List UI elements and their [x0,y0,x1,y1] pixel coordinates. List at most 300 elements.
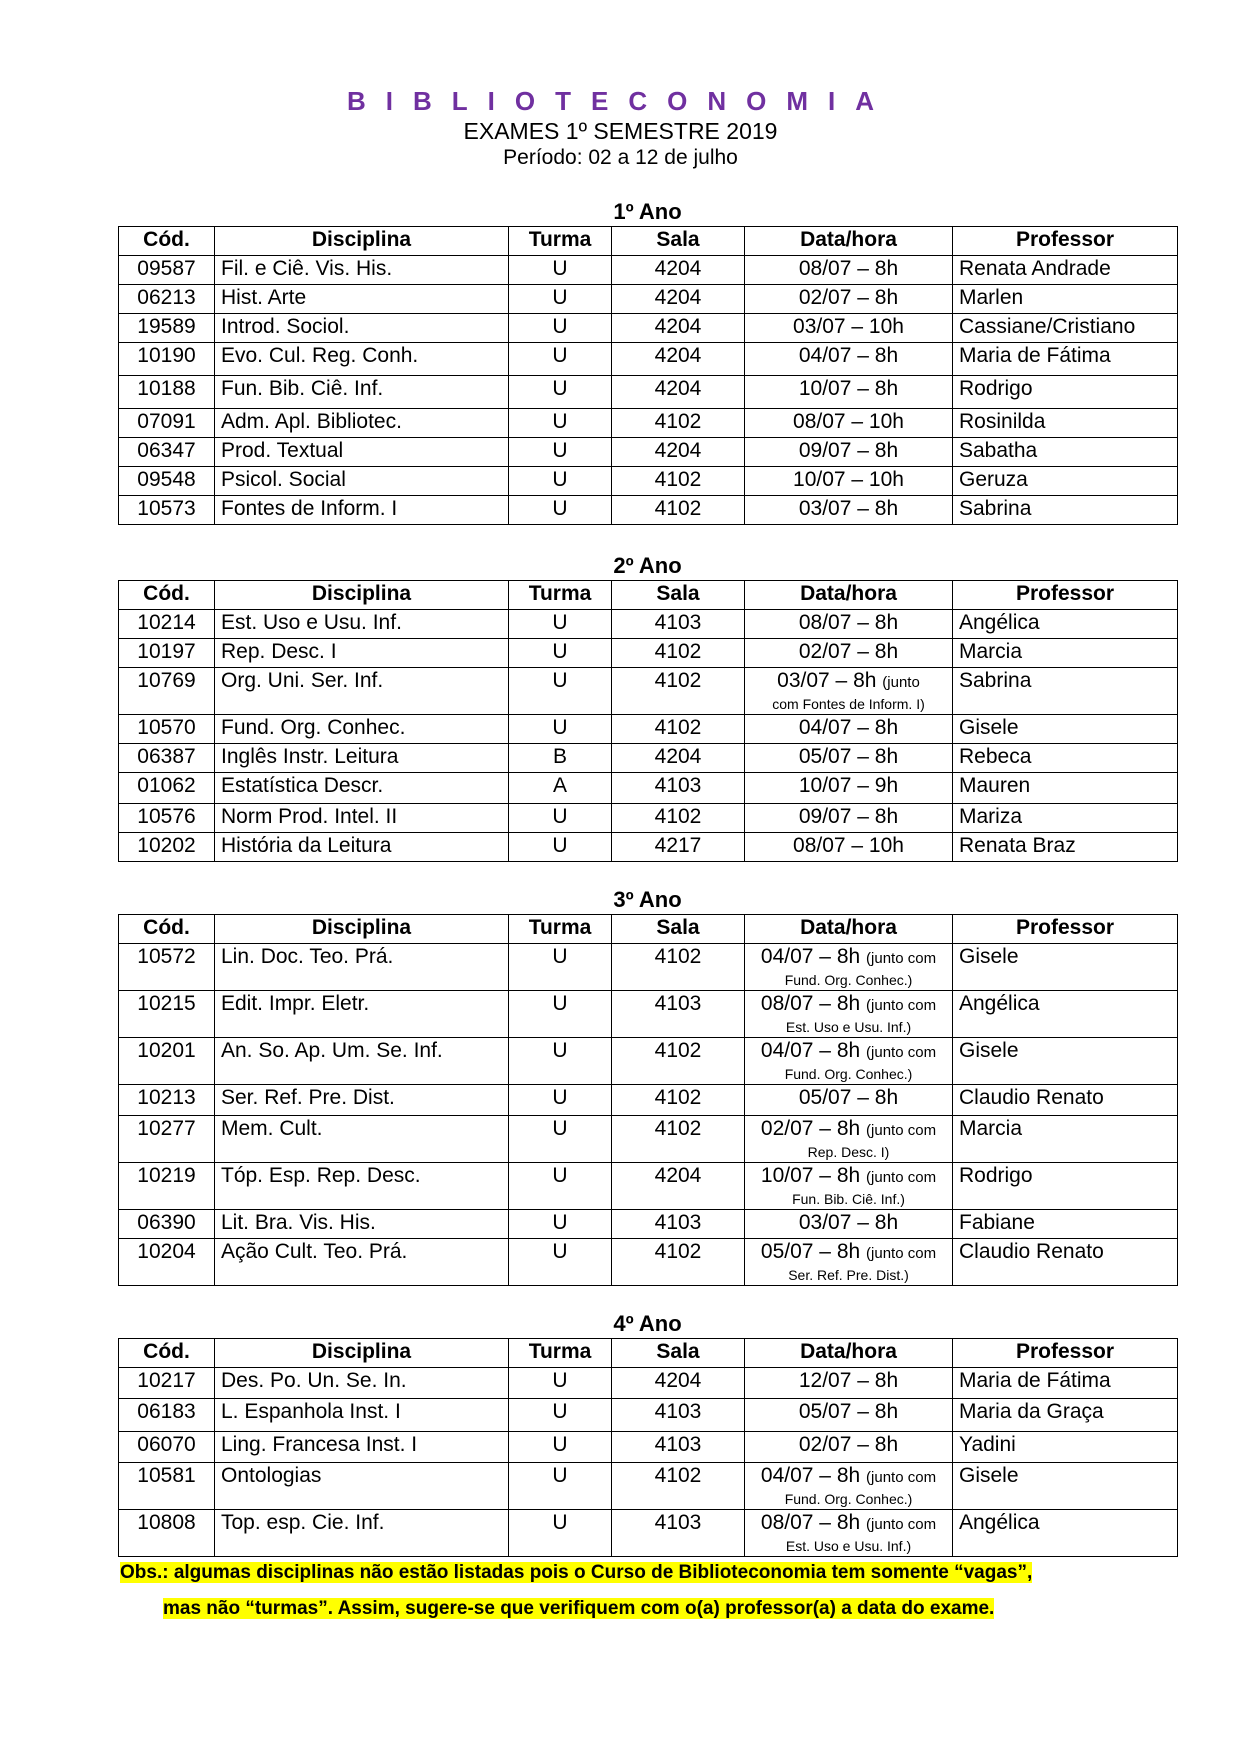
joint-exam-prefix: (junto com [866,1469,937,1486]
turma-cell: U [509,1239,612,1286]
cod-cell: 06347 [119,438,215,467]
sala-cell: 4102 [612,467,745,496]
datahora-cell [745,409,953,438]
table-row [119,467,1178,496]
cod-cell: 09548 [119,467,215,496]
table-row [119,804,1178,833]
turma-cell: U [509,1163,612,1210]
datahora-cell [745,668,953,715]
disciplina-cell: Adm. Apl. Bibliotec. [215,409,509,438]
datahora-text: 08/07 – 8h [760,1511,861,1534]
datahora-value [751,1368,946,1394]
professor-cell: Gisele [953,715,1178,744]
table-row [119,944,1178,991]
disciplina-cell: Fun. Bib. Ciê. Inf. [215,376,509,409]
datahora-text: 04/07 – 8h [760,945,861,968]
cod-cell: 19589 [119,314,215,343]
cod-cell: 10573 [119,496,215,525]
col-professor-header: Professor [953,581,1178,610]
disciplina-cell: Evo. Cul. Reg. Conh. [215,343,509,376]
joint-exam-note: Est. Uso e Usu. Inf.) [785,1538,912,1554]
sala-cell: 4102 [612,1239,745,1286]
professor-cell: Renata Andrade [953,256,1178,285]
professor-cell: Gisele [953,944,1178,991]
turma-cell: U [509,1510,612,1557]
joint-exam-prefix: (junto com [866,1122,937,1139]
datahora-text: 04/07 – 8h [798,344,899,367]
cod-cell: 06387 [119,744,215,773]
datahora-text: 04/07 – 8h [760,1039,861,1062]
col-datahora-header: Data/hora [745,581,953,610]
datahora-text: 05/07 – 8h [760,1240,861,1263]
table-row [119,1210,1178,1239]
professor-cell: Claudio Renato [953,1085,1178,1116]
col-sala-header: Sala [612,915,745,944]
sala-cell: 4102 [612,668,745,715]
disciplina-cell: Fil. e Ciê. Vis. His. [215,256,509,285]
professor-cell: Angélica [953,610,1178,639]
professor-cell: Gisele [953,1038,1178,1085]
datahora-text: 05/07 – 8h [798,1086,899,1109]
disciplina-cell: Edit. Impr. Eletr. [215,991,509,1038]
col-datahora-header: Data/hora [745,1339,953,1368]
datahora-cell [745,1163,953,1210]
disciplina-cell: Ontologias [215,1463,509,1510]
year4-table [118,1338,1178,1557]
turma-cell: U [509,1368,612,1399]
col-sala-header: Sala [612,227,745,256]
datahora-text: 02/07 – 8h [798,1433,899,1456]
datahora-cell [745,1463,953,1510]
joint-exam-note: Est. Uso e Usu. Inf.) [785,1019,912,1035]
datahora-cell [745,639,953,668]
disciplina-cell: Des. Po. Un. Se. In. [215,1368,509,1399]
professor-cell: Rosinilda [953,409,1178,438]
sala-cell: 4204 [612,1163,745,1210]
turma-cell: U [509,467,612,496]
professor-cell: Maria de Fátima [953,343,1178,376]
datahora-text: 08/07 – 10h [793,834,904,857]
document-title: BIBLIOTECONOMIA [347,86,894,116]
year2-section [118,552,1177,862]
datahora-value [751,1463,946,1491]
col-datahora-header: Data/hora [745,915,953,944]
cod-cell: 06213 [119,285,215,314]
disciplina-cell: Psicol. Social [215,467,509,496]
datahora-text: 08/07 – 8h [798,257,899,280]
cod-cell: 10201 [119,1038,215,1085]
professor-cell: Renata Braz [953,833,1178,862]
professor-cell: Sabrina [953,496,1178,525]
datahora-text: 09/07 – 8h [798,805,899,828]
table-row [119,314,1178,343]
professor-cell: Marcia [953,639,1178,668]
table-row [119,438,1178,467]
year1-table [118,226,1178,525]
datahora-text: 02/07 – 8h [798,286,899,309]
datahora-text: 03/07 – 10h [793,315,904,338]
joint-exam-prefix: (junto com [866,1044,937,1061]
datahora-value [751,409,946,435]
table-row [119,1432,1178,1463]
sala-cell: 4204 [612,343,745,376]
col-cod-header: Cód. [119,1339,215,1368]
datahora-value [751,1239,946,1267]
cod-cell: 10769 [119,668,215,715]
col-datahora-header: Data/hora [745,227,953,256]
sala-cell: 4103 [612,1399,745,1432]
year1-section [118,198,1177,525]
joint-exam-note: Ser. Ref. Pre. Dist.) [788,1267,909,1283]
datahora-text: 10/07 – 8h [798,377,899,400]
datahora-cell [745,438,953,467]
year3-table [118,914,1178,1286]
disciplina-cell: Fontes de Inform. I [215,496,509,525]
sala-cell: 4102 [612,639,745,668]
professor-cell: Claudio Renato [953,1239,1178,1286]
datahora-cell [745,744,953,773]
professor-cell: Gisele [953,1463,1178,1510]
datahora-value [751,639,946,665]
sala-cell: 4102 [612,1116,745,1163]
professor-cell: Cassiane/Cristiano [953,314,1178,343]
col-disciplina-header: Disciplina [215,915,509,944]
table-row [119,1038,1178,1085]
datahora-text: 05/07 – 8h [798,1400,899,1423]
header-row [119,227,1178,256]
cod-cell: 10213 [119,1085,215,1116]
datahora-value [751,496,946,522]
disciplina-cell: Introd. Sociol. [215,314,509,343]
sala-cell: 4204 [612,744,745,773]
year2-title: 2º Ano [613,553,682,578]
joint-exam-prefix: (junto com [866,1245,937,1262]
datahora-value [751,1085,946,1111]
turma-cell: U [509,715,612,744]
joint-exam-note: Fund. Org. Conhec.) [784,972,913,988]
joint-exam-note: Fun. Bib. Ciê. Inf.) [792,1191,905,1207]
turma-cell: U [509,610,612,639]
observation-line-2: mas não “turmas”. Assim, sugere-se que verifiquem com o(a) professor(a) a data do exame. [163,1598,995,1619]
sala-cell: 4204 [612,256,745,285]
joint-exam-prefix: (junto [882,674,920,691]
sala-cell: 4204 [612,438,745,467]
table-row [119,991,1178,1038]
disciplina-cell: Ling. Francesa Inst. I [215,1432,509,1463]
turma-cell: U [509,804,612,833]
header-row [119,581,1178,610]
turma-cell: U [509,833,612,862]
table-row [119,1163,1178,1210]
joint-exam-prefix: (junto com [866,1516,937,1533]
sala-cell: 4102 [612,496,745,525]
professor-cell: Angélica [953,991,1178,1038]
datahora-text: 08/07 – 10h [793,410,904,433]
sala-cell: 4204 [612,314,745,343]
turma-cell: U [509,496,612,525]
table-row [119,409,1178,438]
datahora-value [751,467,946,493]
table-row [119,773,1178,804]
datahora-value [751,668,946,696]
datahora-value [751,1432,946,1458]
professor-cell: Sabrina [953,668,1178,715]
sala-cell: 4102 [612,944,745,991]
sala-cell: 4103 [612,991,745,1038]
joint-exam-note: Rep. Desc. I) [807,1144,890,1160]
sala-cell: 4204 [612,1368,745,1399]
turma-cell: U [509,256,612,285]
table-row [119,668,1178,715]
cod-cell: 10572 [119,944,215,991]
turma-cell: U [509,668,612,715]
datahora-cell [745,804,953,833]
sala-cell: 4102 [612,804,745,833]
sala-cell: 4102 [612,409,745,438]
disciplina-cell: Mem. Cult. [215,1116,509,1163]
cod-cell: 10576 [119,804,215,833]
disciplina-cell: Inglês Instr. Leitura [215,744,509,773]
disciplina-cell: Org. Uni. Ser. Inf. [215,668,509,715]
datahora-cell [745,1399,953,1432]
turma-cell: U [509,944,612,991]
table-row [119,496,1178,525]
turma-cell: U [509,343,612,376]
joint-exam-note: com Fontes de Inform. I) [772,696,925,712]
professor-cell: Geruza [953,467,1178,496]
datahora-value [751,256,946,282]
datahora-value [751,438,946,464]
cod-cell: 06070 [119,1432,215,1463]
disciplina-cell: Prod. Textual [215,438,509,467]
datahora-text: 03/07 – 8h [777,669,877,692]
header-row [119,1339,1178,1368]
table-row [119,343,1178,376]
datahora-value [751,343,946,369]
col-sala-header: Sala [612,581,745,610]
datahora-cell [745,376,953,409]
col-disciplina-header: Disciplina [215,227,509,256]
col-disciplina-header: Disciplina [215,581,509,610]
professor-cell: Marlen [953,285,1178,314]
disciplina-cell: Hist. Arte [215,285,509,314]
table-row [119,639,1178,668]
cod-cell: 10197 [119,639,215,668]
sala-cell: 4217 [612,833,745,862]
datahora-cell [745,1239,953,1286]
datahora-value [751,1038,946,1066]
disciplina-cell: An. So. Ap. Um. Se. Inf. [215,1038,509,1085]
datahora-cell [745,944,953,991]
sala-cell: 4103 [612,610,745,639]
sala-cell: 4204 [612,376,745,409]
datahora-cell [745,1085,953,1116]
sala-cell: 4102 [612,715,745,744]
datahora-text: 03/07 – 8h [798,1211,899,1234]
cod-cell: 10190 [119,343,215,376]
sala-cell: 4102 [612,1085,745,1116]
cod-cell: 10808 [119,1510,215,1557]
table-row [119,256,1178,285]
datahora-cell [745,1038,953,1085]
datahora-text: 03/07 – 8h [798,497,899,520]
datahora-cell [745,1368,953,1399]
datahora-cell [745,1210,953,1239]
turma-cell: U [509,1038,612,1085]
datahora-value [751,1210,946,1236]
cod-cell: 06183 [119,1399,215,1432]
disciplina-cell: L. Espanhola Inst. I [215,1399,509,1432]
datahora-text: 02/07 – 8h [760,1117,861,1140]
year4-title: 4º Ano [613,1311,682,1336]
col-turma-header: Turma [509,1339,612,1368]
disciplina-cell: Est. Uso e Usu. Inf. [215,610,509,639]
cod-cell: 10277 [119,1116,215,1163]
disciplina-cell: Norm Prod. Intel. II [215,804,509,833]
cod-cell: 10202 [119,833,215,862]
cod-cell: 06390 [119,1210,215,1239]
professor-cell: Rebeca [953,744,1178,773]
disciplina-cell: Rep. Desc. I [215,639,509,668]
datahora-value [751,1399,946,1425]
sala-cell: 4103 [612,773,745,804]
cod-cell: 10214 [119,610,215,639]
professor-cell: Rodrigo [953,1163,1178,1210]
cod-cell: 10188 [119,376,215,409]
professor-cell: Mariza [953,804,1178,833]
table-row [119,715,1178,744]
table-row [119,1463,1178,1510]
datahora-value [751,833,946,859]
datahora-cell [745,715,953,744]
cod-cell: 01062 [119,773,215,804]
datahora-cell [745,833,953,862]
datahora-text: 02/07 – 8h [798,640,899,663]
turma-cell: A [509,773,612,804]
professor-cell: Angélica [953,1510,1178,1557]
datahora-value [751,610,946,636]
datahora-value [751,715,946,741]
datahora-text: 10/07 – 8h [760,1164,861,1187]
table-row [119,1510,1178,1557]
year3-section [118,886,1177,1286]
sala-cell: 4102 [612,1463,745,1510]
disciplina-cell: Fund. Org. Conhec. [215,715,509,744]
cod-cell: 10219 [119,1163,215,1210]
professor-cell: Maria de Fátima [953,1368,1178,1399]
table-row [119,376,1178,409]
disciplina-cell: Lin. Doc. Teo. Prá. [215,944,509,991]
cod-cell: 10215 [119,991,215,1038]
datahora-cell [745,1432,953,1463]
datahora-value [751,944,946,972]
year3-title: 3º Ano [613,887,682,912]
datahora-value [751,804,946,830]
sala-cell: 4103 [612,1432,745,1463]
col-sala-header: Sala [612,1339,745,1368]
disciplina-cell: Top. esp. Cie. Inf. [215,1510,509,1557]
professor-cell: Mauren [953,773,1178,804]
joint-exam-prefix: (junto com [866,950,937,967]
sala-cell: 4204 [612,285,745,314]
turma-cell: B [509,744,612,773]
datahora-value [751,1163,946,1191]
turma-cell: U [509,1210,612,1239]
datahora-cell [745,256,953,285]
turma-cell: U [509,1399,612,1432]
datahora-cell [745,285,953,314]
datahora-value [751,285,946,311]
datahora-cell [745,496,953,525]
professor-cell: Fabiane [953,1210,1178,1239]
turma-cell: U [509,1085,612,1116]
turma-cell: U [509,1432,612,1463]
table-row [119,1399,1178,1432]
datahora-value [751,1510,946,1538]
turma-cell: U [509,991,612,1038]
observation-line-1: Obs.: algumas disciplinas não estão listadas pois o Curso de Biblioteconomia tem somente “vagas”, [120,1562,1033,1583]
table-row [119,1239,1178,1286]
table-row [119,833,1178,862]
datahora-cell [745,314,953,343]
col-turma-header: Turma [509,227,612,256]
disciplina-cell: Estatística Descr. [215,773,509,804]
disciplina-cell: Lit. Bra. Vis. His. [215,1210,509,1239]
sala-cell: 4103 [612,1510,745,1557]
professor-cell: Marcia [953,1116,1178,1163]
datahora-cell [745,1510,953,1557]
datahora-text: 12/07 – 8h [798,1369,899,1392]
joint-exam-note: Fund. Org. Conhec.) [784,1491,913,1507]
turma-cell: U [509,314,612,343]
table-row [119,744,1178,773]
professor-cell: Rodrigo [953,376,1178,409]
datahora-text: 10/07 – 9h [798,774,899,797]
disciplina-cell: Ação Cult. Teo. Prá. [215,1239,509,1286]
datahora-text: 04/07 – 8h [798,716,899,739]
cod-cell: 09587 [119,256,215,285]
document-subtitle: EXAMES 1º SEMESTRE 2019 [463,118,778,144]
col-professor-header: Professor [953,227,1178,256]
datahora-text: 04/07 – 8h [760,1464,861,1487]
sala-cell: 4102 [612,1038,745,1085]
datahora-text: 05/07 – 8h [798,745,899,768]
turma-cell: U [509,285,612,314]
datahora-cell [745,343,953,376]
datahora-text: 08/07 – 8h [760,992,861,1015]
year4-section [118,1310,1177,1557]
professor-cell: Maria da Graça [953,1399,1178,1432]
col-cod-header: Cód. [119,581,215,610]
table-row [119,1368,1178,1399]
datahora-value [751,744,946,770]
datahora-text: 09/07 – 8h [798,439,899,462]
col-professor-header: Professor [953,1339,1178,1368]
joint-exam-prefix: (junto com [866,997,937,1014]
sala-cell: 4103 [612,1210,745,1239]
datahora-value [751,773,946,799]
table-row [119,285,1178,314]
disciplina-cell: História da Leitura [215,833,509,862]
joint-exam-note: Fund. Org. Conhec.) [784,1066,913,1082]
datahora-cell [745,773,953,804]
col-disciplina-header: Disciplina [215,1339,509,1368]
col-turma-header: Turma [509,915,612,944]
year2-table [118,580,1178,862]
year1-title: 1º Ano [613,199,682,224]
cod-cell: 10204 [119,1239,215,1286]
datahora-value [751,1116,946,1144]
